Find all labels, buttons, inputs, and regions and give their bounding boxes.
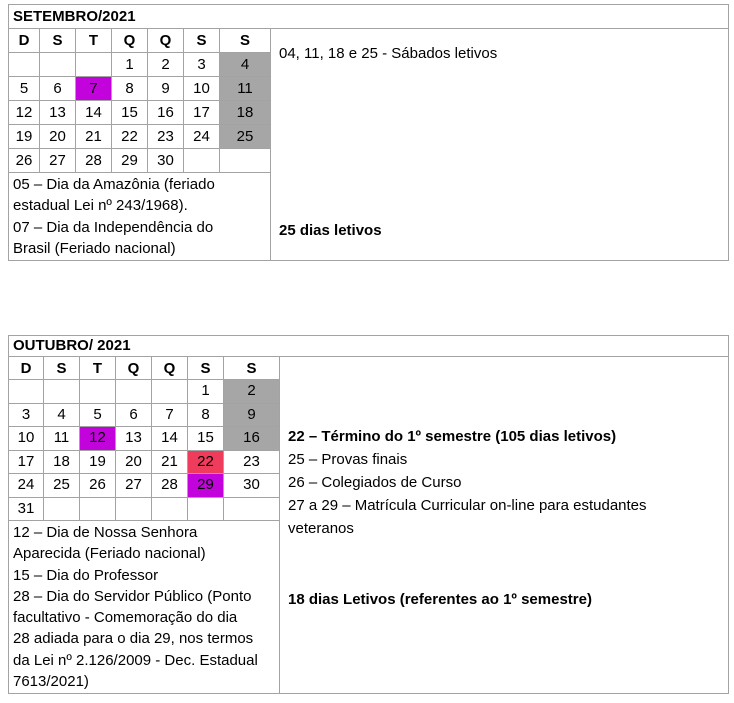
- footnote-line: da Lei nº 2.126/2009 - Dec. Estadual: [13, 651, 258, 669]
- empty-day-cell: [76, 53, 112, 77]
- weekday-header: Q: [116, 357, 152, 380]
- day-cell-22: 22: [188, 450, 224, 474]
- day-cell-10: 10: [184, 77, 220, 101]
- side-note-line: 27 a 29 – Matrícula Curricular on-line para estudantes: [288, 497, 647, 514]
- day-cell-6: 6: [40, 77, 76, 101]
- day-cell-18: 18: [220, 101, 271, 125]
- empty-day-cell: [220, 149, 271, 173]
- footnote-line: 12 – Dia de Nossa Senhora: [13, 524, 198, 541]
- day-cell-26: 26: [80, 474, 116, 498]
- day-cell-15: 15: [188, 427, 224, 451]
- october-side-notes: [288, 425, 720, 540]
- day-cell-14: 14: [76, 101, 112, 125]
- day-cell-23: 23: [148, 125, 184, 149]
- day-cell-8: 8: [112, 77, 148, 101]
- september-weekday-row: [9, 29, 729, 53]
- day-cell-7: 7: [152, 403, 188, 427]
- empty-day-cell: [44, 380, 80, 404]
- weekday-header: S: [220, 29, 271, 53]
- day-cell-29: 29: [112, 149, 148, 173]
- empty-day-cell: [80, 497, 116, 521]
- footnote-line: 28 adiada para o dia 29, nos termos: [13, 630, 254, 648]
- empty-day-cell: [9, 380, 44, 404]
- day-cell-2: 2: [224, 380, 280, 404]
- side-note-line: 22 – Término do 1º semestre (105 dias letivos): [288, 428, 617, 445]
- empty-day-cell: [44, 497, 80, 521]
- day-cell-1: 1: [188, 380, 224, 404]
- day-cell-4: 4: [220, 53, 271, 77]
- day-cell-30: 30: [148, 149, 184, 173]
- day-cell-16: 16: [224, 427, 280, 451]
- side-note-line: veteranos: [288, 520, 354, 537]
- footnote-line: 28 – Dia do Servidor Público (Ponto: [13, 587, 252, 605]
- september-title-row: [9, 5, 729, 29]
- day-cell-25: 25: [44, 474, 80, 498]
- october-calendar-table: [8, 335, 729, 694]
- weekday-header: S: [188, 357, 224, 380]
- empty-day-cell: [9, 53, 40, 77]
- september-month-title: SETEMBRO/2021: [9, 5, 729, 29]
- day-cell-19: 19: [80, 450, 116, 474]
- footnote-line: facultativo - Comemoração do dia: [13, 609, 238, 627]
- october-side-cell: [280, 357, 729, 694]
- footnote-line: 15 – Dia do Professor: [13, 566, 159, 584]
- day-cell-21: 21: [152, 450, 188, 474]
- empty-day-cell: [224, 497, 280, 521]
- empty-day-cell: [152, 497, 188, 521]
- day-cell-5: 5: [80, 403, 116, 427]
- day-cell-17: 17: [9, 450, 44, 474]
- day-cell-11: 11: [44, 427, 80, 451]
- empty-day-cell: [80, 380, 116, 404]
- day-cell-13: 13: [116, 427, 152, 451]
- day-cell-20: 20: [40, 125, 76, 149]
- weekday-header: S: [184, 29, 220, 53]
- footnote-line: Brasil (Feriado nacional): [13, 239, 176, 257]
- side-note-line: 25 – Provas finais: [288, 451, 408, 468]
- day-cell-13: 13: [40, 101, 76, 125]
- october-title-row: [9, 336, 729, 357]
- day-cell-9: 9: [148, 77, 184, 101]
- footnote-line: estadual Lei nº 243/1968).: [13, 197, 188, 215]
- day-cell-30: 30: [224, 474, 280, 498]
- day-cell-24: 24: [184, 125, 220, 149]
- day-cell-17: 17: [184, 101, 220, 125]
- day-cell-3: 3: [9, 403, 44, 427]
- day-cell-20: 20: [116, 450, 152, 474]
- september-calendar-table: [8, 4, 729, 261]
- day-cell-10: 10: [9, 427, 44, 451]
- weekday-header: T: [80, 357, 116, 380]
- day-cell-29: 29: [188, 474, 224, 498]
- day-cell-21: 21: [76, 125, 112, 149]
- weekday-header: S: [224, 357, 280, 380]
- empty-day-cell: [184, 149, 220, 173]
- september-footnotes-cell: [9, 173, 271, 261]
- footnote-line: 05 – Dia da Amazônia (feriado: [13, 176, 215, 193]
- day-cell-22: 22: [112, 125, 148, 149]
- empty-day-cell: [116, 497, 152, 521]
- day-cell-27: 27: [116, 474, 152, 498]
- day-cell-24: 24: [9, 474, 44, 498]
- day-cell-11: 11: [220, 77, 271, 101]
- day-cell-8: 8: [188, 403, 224, 427]
- day-cell-6: 6: [116, 403, 152, 427]
- weekday-header: D: [9, 357, 44, 380]
- day-cell-16: 16: [148, 101, 184, 125]
- empty-day-cell: [40, 53, 76, 77]
- september-side-cell: [271, 29, 729, 261]
- footnote-line: Aparecida (Feriado nacional): [13, 545, 206, 563]
- day-cell-25: 25: [220, 125, 271, 149]
- october-month-title: OUTUBRO/ 2021: [9, 336, 729, 357]
- day-cell-7: 7: [76, 77, 112, 101]
- day-cell-19: 19: [9, 125, 40, 149]
- empty-day-cell: [116, 380, 152, 404]
- day-cell-3: 3: [184, 53, 220, 77]
- day-cell-12: 12: [9, 101, 40, 125]
- day-cell-15: 15: [112, 101, 148, 125]
- day-cell-1: 1: [112, 53, 148, 77]
- empty-day-cell: [188, 497, 224, 521]
- day-cell-18: 18: [44, 450, 80, 474]
- weekday-header: S: [40, 29, 76, 53]
- october-school-days-total: 18 dias Letivos (referentes ao 1º semestre): [288, 591, 592, 608]
- day-cell-31: 31: [9, 497, 44, 521]
- footnote-line: 07 – Dia da Independência do: [13, 218, 214, 236]
- footnote-line: 7613/2021): [13, 673, 89, 691]
- day-cell-12: 12: [80, 427, 116, 451]
- day-cell-9: 9: [224, 403, 280, 427]
- weekday-header: D: [9, 29, 40, 53]
- weekday-header: T: [76, 29, 112, 53]
- side-note-line: 26 – Colegiados de Curso: [288, 474, 462, 491]
- day-cell-14: 14: [152, 427, 188, 451]
- weekday-header: S: [44, 357, 80, 380]
- day-cell-23: 23: [224, 450, 280, 474]
- october-weekday-row: [9, 357, 729, 380]
- weekday-header: Q: [152, 357, 188, 380]
- empty-day-cell: [152, 380, 188, 404]
- day-cell-5: 5: [9, 77, 40, 101]
- weekday-header: Q: [148, 29, 184, 53]
- day-cell-28: 28: [76, 149, 112, 173]
- day-cell-2: 2: [148, 53, 184, 77]
- day-cell-27: 27: [40, 149, 76, 173]
- weekday-header: Q: [112, 29, 148, 53]
- day-cell-28: 28: [152, 474, 188, 498]
- day-cell-26: 26: [9, 149, 40, 173]
- day-cell-4: 4: [44, 403, 80, 427]
- september-saturdays-note: 04, 11, 18 e 25 - Sábados letivos: [279, 45, 498, 62]
- september-school-days-total: 25 dias letivos: [279, 222, 382, 239]
- october-footnotes-cell: [9, 521, 280, 694]
